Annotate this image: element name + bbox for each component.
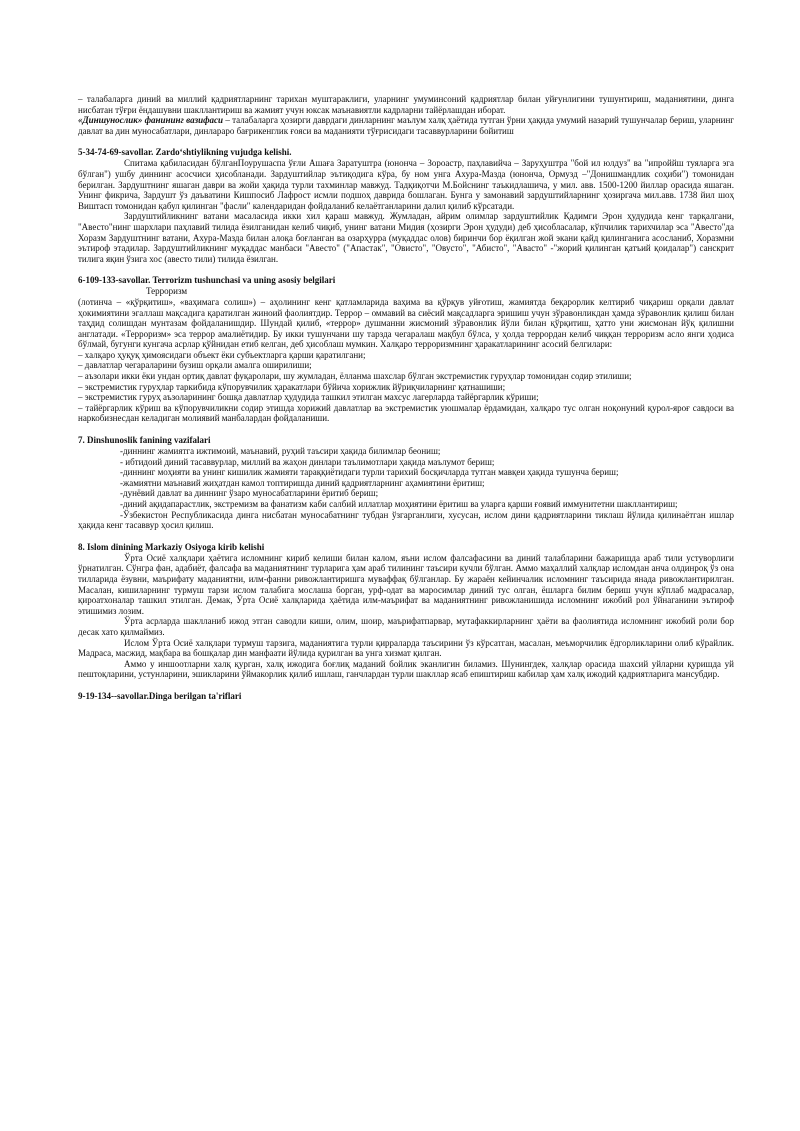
terrorism-sign-item: – давлатлар чегараларини бузиш орқали амалга оширилиши;	[78, 360, 312, 371]
terrorism-sign-item: – экстремистик гуруҳлар таркибида кўпорувчилик ҳаракатлари бўйича хорижлик йўриқчиларнинг қатнашиши;	[78, 381, 506, 392]
task-list-item: - ибтидоий диний тасаввурлар, миллий ва жаҳон динлари таълимотлари ҳақида маълумот бериш;	[120, 456, 495, 467]
zoroastrianism-paragraph-1: Спитама қабиласидан бўлганПоурушаспа ўғли Ашаға Заратуштра (юнонча – Зороастр, паҳлавийча – Заруҳуштра "бой ил юлдуз" ва "ипроййш туяларга эга бўлган") ушбу диннинг асосчиси ҳисобланади. Зардуштийлар эътиқодига кўра, бу ном унга Ахура-Мазда (юнонча, Ормузд –"Донишмандлик соҳиби") томонидан берилган. Зардуштнинг яшаган даври ва жойи ҳақида турли тахминлар мавжуд. Тадқиқотчи М.Бойснинг таъкидлашича, у мил. авв. 1500-1200 йиллар орасида яшаган. Унинг фикрича, Зардушт ўз даъватини Кишпосиб Лафрост исмли подшоҳ даврида бошлаган. Бунга у замонавий зардуштийларнинг ҳозиргача мил.авв. 1738 йил шоҳ Виштасп томонидан қабул қилинган "фасли" календаридан фойдаланиб келаётганларини далил қилиб кўрсатади.	[78, 158, 734, 211]
section-title-terrorism: 6-109-133-savollar. Terrorizm tushunchasi va uning asosiy belgilari	[78, 275, 336, 286]
subject-task-heading: «Диншунослик» фанининг вазифаси	[78, 115, 224, 126]
subject-task-text: – талабаларга ҳозирги даврдаги динларнинг маълум халқ ҳаётида тутган ўрни ҳақида умумий назарий тушунчалар бериш, уларнинг давлат ва дин муносабатлари, динлараро бағрикенглик ғояси ва маданияти тўғрисидаги тасаввурларини бойитиш	[78, 115, 734, 136]
terrorism-term: Терроризм	[146, 286, 188, 297]
task-list-item: -диний ақидапарастлик, экстремизм ва фанатизм каби салбий иллатлар моҳиятини ёритиш ва уларга қарши ғоявий иммунитетни шакллантириш;	[120, 499, 678, 509]
task-list-item: -дунёвий давлат ва диннинг ўзаро муносабатларини ёритиб бериш;	[120, 488, 379, 499]
zoroastrianism-paragraph-2: Зардуштийликнинг ватани масаласида икки хил қараш мавжуд. Жумладан, айрим олимлар зардуштийлик Қадимги Эрон ҳудудида кенг тарқалгани, "Авесто"нинг шархлари паҳлавий тилида ёзилганидан келиб чиқиб, унинг ватани Мидия (ҳозирги Эрон ҳудуди) деб ҳисоблаcалар, кўпчилик тарихчилар эса "Авесто"да Хоразм Зардуштнинг ватани, Ахура-Мазда билан алоқа боғланган ва озарҳурра (муқаддас олов) биринчи бор ёқилган жой экани қайд қилинганига асосланиб, Хоразмни эътироф этадилар. Зардуштийликнинг муқаддас манбаси "Авесто" ("Апастак", "Овисто", "Овусто", "Абисто", "Авасто" -"жорий қилинган қатъий қоидалар") санскрит тилига яқин ўзига хос (авесто тили) тилида ёзилган.	[78, 211, 734, 264]
intro-paragraph: – талабаларга диний ва миллий қадриятларнинг тарихан муштараклиги, уларнинг умуминсоний қадриятлар билан уйғунлигини тушунтириш, маданиятини, динга нисбатан тўғри ёндашувни шакллантириш ва жамият учун юксак маънавиятли кадрларни тайёрлашдан иборат.	[78, 94, 734, 115]
terrorism-sign-item: – аъзолари икки ёки ундан ортиқ давлат фуқаролари, шу жумладан, ёлланма шахслар бўлган экстремистик гуруҳлар томонидан содир этилиши;	[78, 371, 632, 382]
section-title-zoroastrianism: 5-34-74-69-savollar. Zardo‘shtiylikning vujudga kelishi.	[78, 147, 292, 158]
task-list-item: -жамиятни маънавий жиҳатдан камол топтиришда диний қадриятларнинг аҳамиятини ёритиш;	[120, 477, 485, 488]
islam-paragraph-4: Аммо у иншоотларни халқ қурган, халқ ижодига боғлиқ маданий бойлик эканлигин биламиз. Шунингдек, халқлар орасида шахсий уйларни қуришда уй пештоқларини, устунларини, эшикларини ўймакорлик қилиб ишлаш, ганчлардан турли шакллар ясаб епиштириш кабилар ҳам халқ ижодий қадриятларига мансубдир.	[78, 658, 734, 680]
islam-paragraph-2: Ўрта асрларда шаклланиб ижод этган саводли киши, олим, шоир, маърифатпарвар, мутафаккирларнинг ҳаёти ва фаолиятида исломнинг ижобий роли бор десак хато қилмаймиз.	[78, 616, 734, 637]
section-title-religious-studies-tasks: 7. Dinshunoslik fanining vazifalari	[78, 435, 211, 446]
task-list-item: -Ўзбекистон Республикасида динга нисбатан муносабатнинг тубдан ўзгарганлиги, хусусан, ислом дини қадриятларини тиклаш йўлида қилинаётган ишлар ҳақида кенг тасаввур ҳосил қилиш.	[78, 509, 734, 531]
terrorism-sign-item: – экстремистик гуруҳ аъзоларининг бошқа давлатлар ҳудудида ташкил этилган махсус лагерларда тайёргарлик кўриши;	[78, 392, 539, 403]
section-title-islam-central-asia: 8. Islom dinining Markaziy Osiyoga kirib kelishi	[78, 541, 265, 552]
terrorism-sign-item: – халқаро ҳуқуқ ҳимоясидаги объект ёки субъектларга қарши қаратилгани;	[78, 349, 366, 360]
task-list-item: -диннинг моҳияти ва унинг кишилик жамияти тараққиётидаги турли тарихий босқичларда тутган мавқеи ҳақида тушунча бериш;	[120, 467, 619, 478]
document-page	[78, 94, 734, 702]
terrorism-sign-item: – тайёргарлик кўриш ва кўпорувчиликни содир этишда хорижий давлатлар ва экстремистик уюшмалар ёрдамидан, халқаро тус олган ноқонуний қурол-яроғ савдоси ва наркобизнесдан келадиган молиявий манбалардан фойдаланиши.	[78, 402, 734, 424]
section-title-religion-definitions: 9-19-134--savollar.Dinga berilgan ta'riflari	[78, 690, 242, 701]
islam-paragraph-3: Ислом Ўрта Осиё халқлари турмуш тарзига, маданиятига турли қирраларда таъсирини ўз кўрсатган, масалан, меъморчилик ёдгорликларини олиб кўрайлик. Мадраса, масжид, мақбара ва бошқалар дин манфаати йўлида қурилган ва унга хизмат қилган.	[78, 637, 734, 659]
terrorism-definition: (лотинча – «қўрқитиш», «ваҳимага солиш») – аҳолининг кенг қатламларида ваҳима ва қўрқув уйғотиш, жамиятда беқарорлик келтириб чиқариш орқали давлат ҳокимиятини эгаллаш мақсадига қаратилган жиноий фаолиятдир. Террор – оммавий ва сиёсий мақсадларга эришиш учун зўравонликдан ҳамда зўравонлик қилиш билан таҳдид солишдан мунтазам фойдаланишдир. Шундай қилиб, «террор» душманни жисмоний зўравонлик йўли билан қўрқитиш, ҳатто уни жисмонан йўқ қилишни англатади. «Терроризм» эса террор амалиётидир. Бу икки тушунчани шу тарзда чегаралаш мақбул бўлса, у ҳолда террордан келиб чиққан терроризм асло янги ҳодиса бўлмай, бугунги кунгача асрлар қўйнидан етиб келган, деб ҳисоблаш мумкин. Халқаро терроризмнинг ҳаракатларининг асосий белгилари:	[78, 296, 734, 350]
task-list-item: -диннинг жамиятга ижтимоий, маънавий, руҳий таъсири ҳақида билимлар беониш;	[120, 446, 441, 457]
islam-paragraph-1: Ўрта Осиё халқлари ҳаётига исломнинг кириб келиши билан калом, яъни ислом фалсафасини ва диний талабларини бажаришда араб тили устуворлиги ўрнатилган. Сўнгра фан, адабиёт, фалсафа ва маданиятнинг турларига ҳам араб тилининг таъсири кучли бўлган. Аммо маҳаллий халқлар исломдан анча олдинроқ ўз она тилларида ёзувни, маърифату маданиятни, илм-фанни ривожлантиришга муваффақ бўлганлар. Бу жараён кейинчалик исломнинг таъсирида янада ривожлантирилган. Масалан, кишиларнинг турмуш тарзи ислом талабига мослаша борган, урф-одат ва маросимлар диний тус олган, ёшларга билим бериш учун кўплаб мадрасалар, қироатхоналар ташкил этилган. Демак, Ўрта Осиё халқларида ҳаётида илм-маърифат ва маданиятнинг ривожланишида исломнинг ижобий рол ўйнаганини эътироф этишимиз лозим.	[78, 552, 734, 616]
subject-task-paragraph	[78, 115, 734, 136]
